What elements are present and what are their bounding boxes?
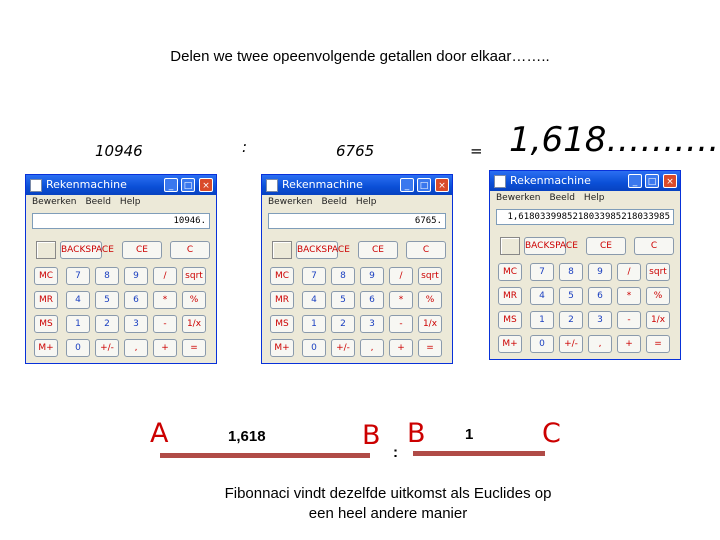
key-9[interactable]: 9 (124, 267, 148, 285)
key-c[interactable]: C (170, 241, 210, 259)
menu-bar (490, 191, 680, 205)
close-button[interactable]: × (199, 178, 213, 192)
key-4[interactable]: 4 (66, 291, 90, 309)
key-mc[interactable]: MC (34, 267, 58, 285)
key-multiply[interactable]: * (617, 287, 641, 305)
key-mc[interactable]: MC (498, 263, 522, 281)
key-6[interactable]: 6 (124, 291, 148, 309)
title-bar (490, 171, 680, 191)
key-add[interactable]: + (389, 339, 413, 357)
menu-item[interactable]: Bewerken (32, 197, 77, 207)
menu-bar (262, 195, 452, 209)
key-backspace[interactable]: BACKSPACE (296, 241, 338, 259)
footer-line-2: een heel andere manier (308, 505, 468, 522)
equals-sign: = (470, 142, 483, 160)
key-4[interactable]: 4 (302, 291, 326, 309)
key-percent[interactable]: % (418, 291, 442, 309)
key-reciprocal[interactable]: 1/x (182, 315, 206, 333)
key-sign[interactable]: +/- (95, 339, 119, 357)
key-5[interactable]: 5 (331, 291, 355, 309)
key-subtract[interactable]: - (153, 315, 177, 333)
key-decimal[interactable]: , (360, 339, 384, 357)
key-mr[interactable]: MR (34, 291, 58, 309)
menu-item[interactable]: Bewerken (496, 193, 541, 203)
key-6[interactable]: 6 (588, 287, 612, 305)
key-ms[interactable]: MS (34, 315, 58, 333)
menu-item[interactable]: Help (119, 197, 141, 207)
minimize-button[interactable]: _ (400, 178, 414, 192)
key-multiply[interactable]: * (389, 291, 413, 309)
window-title: Rekenmachine (282, 178, 363, 191)
key-c[interactable]: C (406, 241, 446, 259)
division-result: 1,618………. (509, 120, 720, 160)
key-sign[interactable]: +/- (331, 339, 355, 357)
key-divide[interactable]: / (617, 263, 641, 281)
key-sign[interactable]: +/- (559, 335, 583, 353)
point-b-label-right: B (407, 418, 426, 449)
ratio-colon: : (393, 444, 398, 461)
key-2[interactable]: 2 (559, 311, 583, 329)
footer-text (0, 484, 720, 524)
dividend: 10946 (95, 142, 143, 160)
footer-line-1: Fibonnaci vindt dezelfde uitkomst als Euclides op (224, 485, 552, 502)
menu-item[interactable]: Beeld (549, 193, 575, 203)
window-title: Rekenmachine (510, 174, 591, 187)
close-button[interactable]: × (663, 174, 677, 188)
key-0[interactable]: 0 (66, 339, 90, 357)
key-3[interactable]: 3 (588, 311, 612, 329)
menu-item[interactable]: Help (583, 193, 605, 203)
key-mplus[interactable]: M+ (270, 339, 294, 357)
key-9[interactable]: 9 (588, 263, 612, 281)
key-1[interactable]: 1 (302, 315, 326, 333)
key-add[interactable]: + (153, 339, 177, 357)
key-mc[interactable]: MC (270, 267, 294, 285)
title-bar (26, 175, 216, 195)
maximize-button[interactable]: □ (417, 178, 431, 192)
divide-sign: : (242, 138, 248, 156)
key-equals[interactable]: = (182, 339, 206, 357)
key-mr[interactable]: MR (498, 287, 522, 305)
key-mplus[interactable]: M+ (34, 339, 58, 357)
menu-item[interactable]: Beeld (321, 197, 347, 207)
key-7[interactable]: 7 (302, 267, 326, 285)
point-a-label: A (150, 418, 169, 449)
calculator-app-icon (266, 179, 278, 192)
minimize-button[interactable]: _ (164, 178, 178, 192)
key-8[interactable]: 8 (331, 267, 355, 285)
key-mr[interactable]: MR (270, 291, 294, 309)
point-b-label-left: B (362, 420, 381, 451)
key-percent[interactable]: % (182, 291, 206, 309)
key-mplus[interactable]: M+ (498, 335, 522, 353)
key-decimal[interactable]: , (588, 335, 612, 353)
segment-bc (413, 451, 545, 456)
key-divide[interactable]: / (153, 267, 177, 285)
key-equals[interactable]: = (646, 335, 670, 353)
key-sqrt[interactable]: sqrt (418, 267, 442, 285)
key-reciprocal[interactable]: 1/x (646, 311, 670, 329)
key-2[interactable]: 2 (331, 315, 355, 333)
calculator-display: 6765. (268, 213, 446, 229)
calculator-window-result[interactable] (489, 170, 681, 360)
page-title: Delen we twee opeenvolgende getallen door elkaar…….. (170, 48, 550, 65)
key-2[interactable]: 2 (95, 315, 119, 333)
ratio-ab-label: 1,618 (228, 428, 266, 445)
key-6[interactable]: 6 (360, 291, 384, 309)
point-c-label: C (542, 418, 561, 449)
divisor: 6765 (336, 142, 375, 160)
key-backspace[interactable]: BACKSPACE (60, 241, 102, 259)
key-ce[interactable]: CE (122, 241, 162, 259)
memory-indicator (36, 241, 56, 259)
menu-item[interactable]: Help (355, 197, 377, 207)
calculator-app-icon (494, 175, 506, 188)
key-0[interactable]: 0 (302, 339, 326, 357)
segment-ab (160, 453, 370, 458)
title-bar (262, 175, 452, 195)
key-decimal[interactable]: , (124, 339, 148, 357)
key-subtract[interactable]: - (617, 311, 641, 329)
key-5[interactable]: 5 (559, 287, 583, 305)
key-8[interactable]: 8 (95, 267, 119, 285)
ratio-bc-label: 1 (465, 426, 474, 443)
key-7[interactable]: 7 (530, 263, 554, 281)
key-1[interactable]: 1 (66, 315, 90, 333)
calculator-display: 10946. (32, 213, 210, 229)
calculator-window-divisor[interactable] (261, 174, 453, 364)
key-reciprocal[interactable]: 1/x (418, 315, 442, 333)
menu-item[interactable]: Beeld (85, 197, 111, 207)
key-multiply[interactable]: * (153, 291, 177, 309)
key-divide[interactable]: / (389, 267, 413, 285)
key-c[interactable]: C (634, 237, 674, 255)
key-ce[interactable]: CE (358, 241, 398, 259)
maximize-button[interactable]: □ (645, 174, 659, 188)
key-sqrt[interactable]: sqrt (646, 263, 670, 281)
key-3[interactable]: 3 (124, 315, 148, 333)
window-title: Rekenmachine (46, 178, 127, 191)
key-ce[interactable]: CE (586, 237, 626, 255)
key-backspace[interactable]: BACKSPACE (524, 237, 566, 255)
calculator-display: 1,6180339985218033985218033985 (496, 209, 674, 225)
key-8[interactable]: 8 (559, 263, 583, 281)
key-0[interactable]: 0 (530, 335, 554, 353)
menu-bar (26, 195, 216, 209)
key-add[interactable]: + (617, 335, 641, 353)
key-7[interactable]: 7 (66, 267, 90, 285)
key-1[interactable]: 1 (530, 311, 554, 329)
calculator-window-dividend[interactable] (25, 174, 217, 364)
key-sqrt[interactable]: sqrt (182, 267, 206, 285)
key-5[interactable]: 5 (95, 291, 119, 309)
maximize-button[interactable]: □ (181, 178, 195, 192)
minimize-button[interactable]: _ (628, 174, 642, 188)
close-button[interactable]: × (435, 178, 449, 192)
key-subtract[interactable]: - (389, 315, 413, 333)
key-equals[interactable]: = (418, 339, 442, 357)
menu-item[interactable]: Bewerken (268, 197, 313, 207)
memory-indicator (272, 241, 292, 259)
calculator-app-icon (30, 179, 42, 192)
memory-indicator (500, 237, 520, 255)
key-9[interactable]: 9 (360, 267, 384, 285)
key-percent[interactable]: % (646, 287, 670, 305)
key-ms[interactable]: MS (498, 311, 522, 329)
key-ms[interactable]: MS (270, 315, 294, 333)
key-3[interactable]: 3 (360, 315, 384, 333)
key-4[interactable]: 4 (530, 287, 554, 305)
